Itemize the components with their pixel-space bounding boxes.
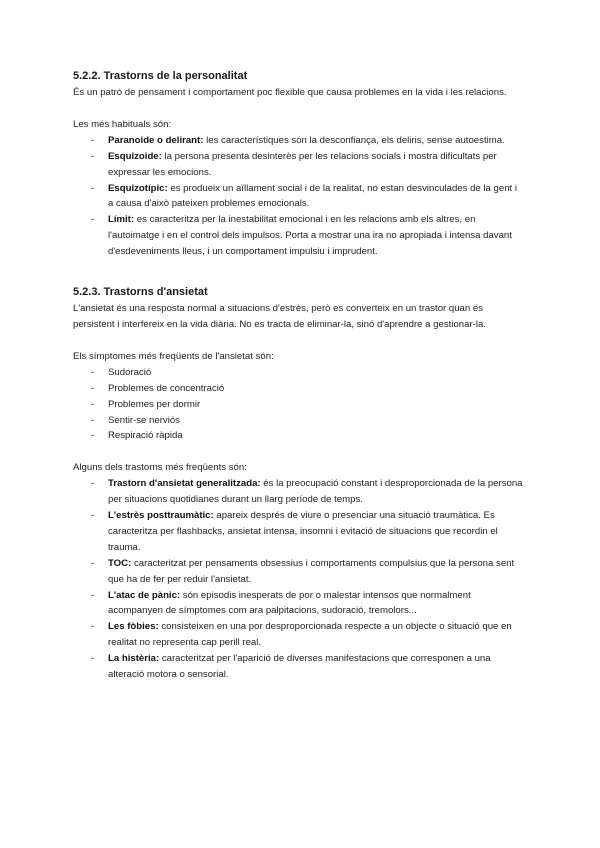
list-item: - Paranoide o delirant: les característiques són la desconfiança, els deliris, sense autoestima. (91, 134, 505, 146)
list-lead: Les més habituals són: (73, 118, 172, 130)
section-heading-personality: 5.2.2. Trastorns de la personalitat (73, 70, 248, 82)
section-heading-anxiety: 5.2.3. Trastorns d'ansietat (73, 286, 208, 299)
list-item: - Sentir-se nerviós (91, 414, 180, 426)
list-item: - TOC: caracteritzat per pensaments obsessius i comportaments compulsius que la persona sent que ha de fer per reduir l'ansietat. (91, 557, 515, 585)
personality-list (73, 133, 523, 260)
list-lead: Alguns dels trastorns més freqüents són: (73, 462, 247, 474)
list-item: - Les fòbies: consisteixen en una por desproporcionada respecte a un objecte o situació que en realitat no representa cap perill real. (91, 621, 512, 649)
list-item: - Trastorn d'ansietat generalitzada: és la preocupació constant i desproporcionada de la persona per situacions quotidianes durant un llarg període de temps. (91, 478, 523, 506)
paragraph: És un patró de pensament i comportament poc flexible que causa problemes en la vida i les relacions. (73, 87, 507, 98)
list-item: - Esquizoide: la persona presenta desinterès per les relacions socials i mostra dificultats per expressar les emocions. (91, 150, 497, 178)
list-item: - L'atac de pànic: són episodis inesperats de por o malestar intensos que normalment acompanyen de símptomes com ara palpitacions, sudoració, tremolors... (91, 589, 471, 617)
paragraph: L'ansietat és una resposta normal a situacions d'estrès, però es converteix en un trastor quan és persistent i interfereix en la vida diària. No es tracta de eliminar-la, sinó d'aprendre a gestionar-la. (73, 303, 486, 330)
anxiety-disorders-list (73, 476, 523, 683)
list-item: - Esquizotípic: es produeix un aïllament social i de la realitat, no estan desvinculades de la gent i a causa d'això pateixen problemes emocionals. (91, 182, 518, 210)
document-page (73, 68, 523, 683)
list-lead: Els símptomes més freqüents de l'ansietat són: (73, 350, 274, 362)
list-item: - L'estrès posttraumàtic: apareix després de viure o presenciar una situació traumàtica. Es caracteritza per flashbacks, ansietat intensa, insomni i evitació de situacions que recordin el trauma. (91, 510, 498, 553)
list-item: - Sudoració (91, 366, 152, 378)
list-item: - Respiració ràpida (91, 430, 183, 442)
list-item: - Problemes per dormir (91, 398, 201, 410)
list-item: - La histèria: caracteritzat per l'aparició de diverses manifestacions que corresponen a una alteració motora o sensorial. (91, 653, 491, 681)
list-item: - Problemes de concentració (91, 382, 225, 394)
list-item: - Límit: es caracteritza per la inestabilitat emocional i en les relacions amb els altres, en l'autoimatge i en el control dels impulsos. Porta a mostrar una ira no apropiada i intensa davant d'esdeveniments lleus, i un comportament impulsiu i imprudent. (91, 214, 512, 258)
symptoms-list (73, 365, 523, 445)
